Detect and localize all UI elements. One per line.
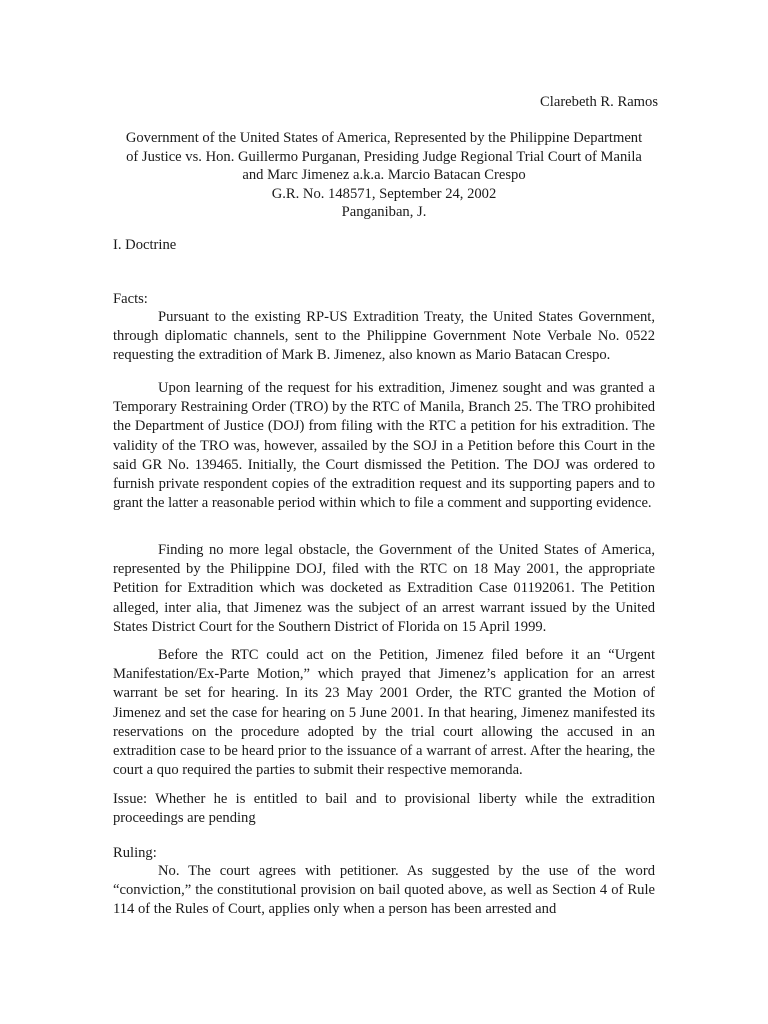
- issue-statement: Issue: Whether he is entitled to bail and to provisional liberty while the extradition proceedings are pending: [113, 791, 655, 827]
- facts-paragraph: Pursuant to the existing RP-US Extradition Treaty, the United States Government, through diplomatic channels, sent to the Philippine Government Note Verbale No. 0522 requesting the extradition of Mark B. Jimenez, also known as Mario Batacan Crespo.: [113, 309, 655, 364]
- case-caption: [113, 129, 655, 222]
- facts-paragraph: Finding no more legal obstacle, the Government of the United States of America, represented by the Philippine DOJ, filed with the RTC on 18 May 2001, the appropriate Petition for Extradition which was docketed as Extradition Case 01192061. The Petition alleged, inter alia, that Jimenez was the subject of an arrest warrant issued by the United States District Court for the Southern District of Florida on 15 April 1999.: [113, 542, 655, 635]
- case-title-line-1: Government of the United States of America, Represented by the Philippine Department: [125, 130, 643, 146]
- case-title-line-3: and Marc Jimenez a.k.a. Marcio Batacan Crespo: [242, 167, 526, 183]
- gr-number: G.R. No. 148571, September 24, 2002: [271, 185, 497, 202]
- facts-paragraph: Upon learning of the request for his extradition, Jimenez sought and was granted a Temporary Restraining Order (TRO) by the RTC of Manila, Branch 25. The TRO prohibited the Department of Justice (DOJ) from filing with the RTC a petition for his extradition. The validity of the TRO was, however, assailed by the SOJ in a Petition before this Court in the said GR No. 139465. Initially, the Court dismissed the Petition. The DOJ was ordered to furnish private respondent copies of the extradition request and its supporting papers and to grant the latter a reasonable period within which to file a comment and supporting evidence.: [113, 380, 655, 512]
- ruling-paragraph: No. The court agrees with petitioner. As suggested by the use of the word “conviction,” the constitutional provision on bail quoted above, as well as Section 4 of Rule 114 of the Rules of Court, applies only when a person has been arrested and: [113, 863, 655, 918]
- facts-heading: Facts:: [113, 291, 148, 307]
- ruling-heading: Ruling:: [113, 845, 157, 861]
- case-title-line-2: of Justice vs. Hon. Guillermo Purganan, Presiding Judge Regional Trial Court of Manila: [126, 148, 642, 165]
- facts-paragraph: Before the RTC could act on the Petition, Jimenez filed before it an “Urgent Manifestation/Ex-Parte Motion,” which prayed that Jimenez’s application for an arrest warrant be set for hearing. In its 23 May 2001 Order, the RTC granted the Motion of Jimenez and set the case for hearing on 5 June 2001. In that hearing, Jimenez manifested its reservations on the procedure adopted by the trial court allowing the accused in an extradition case to be heard prior to the issuance of a warrant of arrest. After the hearing, the court a quo required the parties to submit their respective memoranda.: [113, 647, 655, 779]
- ponente: Panganiban, J.: [341, 204, 427, 220]
- doctrine-heading: I. Doctrine: [113, 237, 177, 253]
- author-name: Clarebeth R. Ramos: [540, 94, 658, 110]
